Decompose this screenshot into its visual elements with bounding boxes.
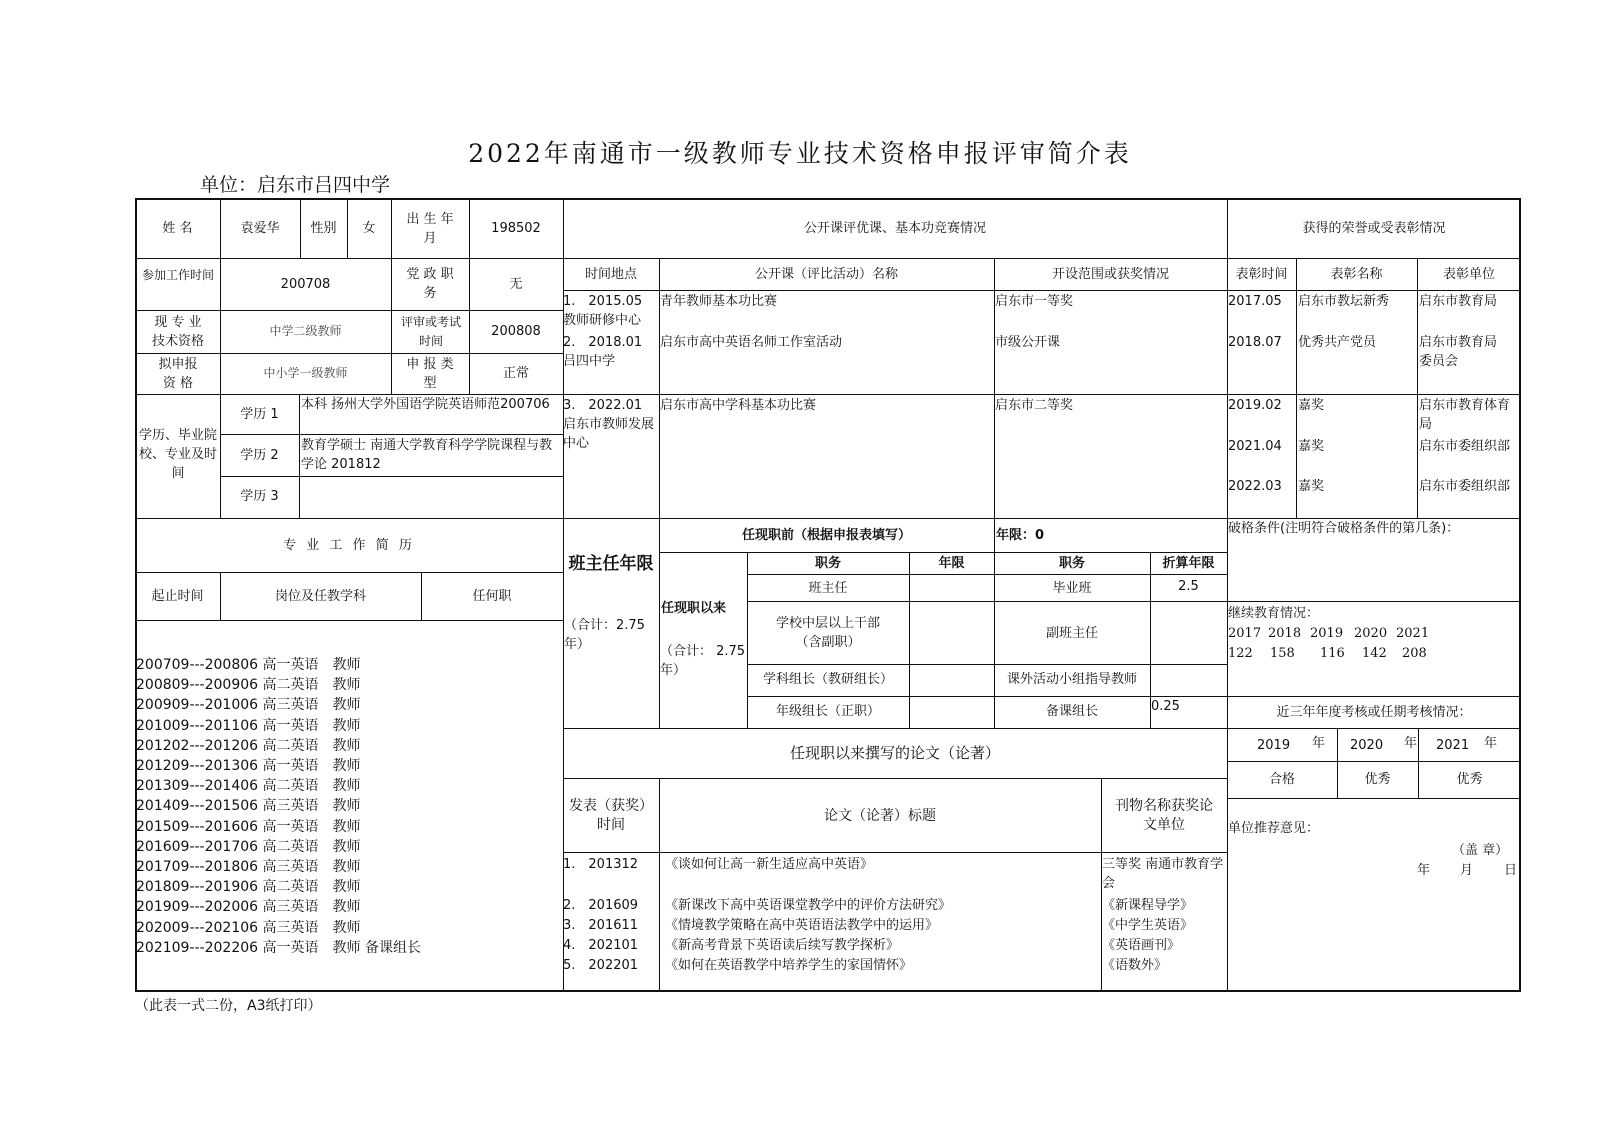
footer-note: （此表一式二份，A3纸打印） [135, 998, 322, 1014]
ht-row-1-role: 班主任 [808, 581, 848, 596]
ht-row-1-role2: 毕业班 [1052, 581, 1092, 596]
unit-label: 单位：启东市吕四中学 [200, 174, 391, 196]
resume-line: 200909---201006 高三英语 教师 [136, 697, 361, 714]
resume-line: 201209---201306 高一英语 教师 [136, 758, 361, 775]
assess-result-2020: 优秀 [1364, 772, 1391, 787]
education-label: 学历、毕业院校、专业及时间 [138, 428, 217, 481]
paper-2-time: 2. 201609 [563, 898, 639, 913]
education-2-value: 教育学硕士 南通大学教育科学学院课程与教学论 201812 [301, 438, 553, 472]
lesson-1-time: 1. 2015.05 教师研修中心 [563, 294, 643, 328]
papers-col-journal: 刊物名称获奖论文单位 [1115, 798, 1213, 833]
party-label: 党 政 职 务 [406, 267, 454, 301]
cont-hours: 122 [1228, 646, 1253, 661]
headteacher-title: 班主任年限 [568, 554, 654, 574]
apply-title-value: 中小学一级教师 [263, 366, 348, 380]
ht-col-role2: 职务 [1058, 556, 1085, 571]
seal-text: （盖 章） [1452, 843, 1509, 858]
lessons-col-result: 开设范围或获奖情况 [1051, 267, 1169, 282]
ht-col-converted: 折算年限 [1162, 556, 1215, 571]
honor-4-unit: 启东市委组织部 [1419, 439, 1511, 454]
honor-3-unit: 启东市教育体育局 [1419, 398, 1511, 432]
honor-1-unit: 启东市教育局 [1419, 294, 1498, 309]
page-title: 2022年南通市一级教师专业技术资格申报评审简介表 [468, 139, 1132, 168]
headteacher-since-total: （合计： 2.75年） [660, 644, 746, 678]
assess-year-2019: 2019 [1257, 738, 1291, 753]
paper-4-journal: 《英语画刊》 [1102, 938, 1181, 953]
honors-col-unit: 表彰单位 [1442, 267, 1495, 282]
ht-col-years: 年限 [938, 556, 965, 571]
ht-row-4-converted: 0.25 [1151, 699, 1180, 714]
resume-line: 201409---201506 高三英语 教师 [136, 798, 361, 815]
honor-2-time: 2018.07 [1228, 335, 1282, 350]
eval-time-value: 200808 [491, 324, 541, 339]
apply-type-label: 申 报 类 型 [406, 357, 454, 391]
birth-label: 出 生 年 月 [406, 212, 454, 246]
lesson-2-result: 市级公开课 [995, 335, 1061, 350]
education-1-label: 学历 1 [240, 407, 279, 422]
gender-label: 性别 [310, 221, 337, 236]
eval-time-label: 评审或考试时间 [400, 315, 461, 348]
honor-4-time: 2021.04 [1228, 439, 1282, 454]
paper-2-title: 《新课改下高中英语课堂教学中的评价方法研究》 [665, 898, 952, 913]
lesson-2-time: 2. 2018.01 吕四中学 [563, 335, 643, 369]
cont-hours: 116 [1320, 646, 1345, 661]
ht-row-3-role2: 课外活动小组指导教师 [1006, 672, 1137, 687]
honor-2-name: 优秀共产党员 [1298, 335, 1377, 350]
cont-edu-label: 继续教育情况： [1228, 606, 1320, 621]
paper-1-title: 《谈如何让高一新生适应高中英语》 [665, 857, 874, 872]
resume-line: 201709---201806 高三英语 教师 [136, 859, 361, 876]
resume-line: 201509---201606 高一英语 教师 [136, 818, 361, 835]
resume-line: 201309---201406 高二英语 教师 [136, 778, 361, 795]
lesson-3-name: 启东市高中学科基本功比赛 [660, 398, 817, 413]
assess-year-unit: 年 [1312, 736, 1326, 751]
paper-3-time: 3. 201611 [563, 918, 639, 933]
paper-3-title: 《情境教学策略在高中英语语法教学中的运用》 [665, 918, 939, 933]
paper-4-time: 4. 202101 [563, 938, 639, 953]
paper-5-time: 5. 202201 [563, 958, 639, 973]
cont-hours: 142 [1362, 646, 1387, 661]
resume-line: 202109---202206 高一英语 教师 备课组长 [136, 939, 421, 956]
education-3-label: 学历 3 [240, 489, 279, 504]
work-start-value: 200708 [280, 277, 331, 292]
honor-1-name: 启东市教坛新秀 [1298, 294, 1390, 309]
headteacher-before-label: 任现职前（根据申报表填写） [741, 528, 911, 543]
cont-hours: 208 [1402, 646, 1427, 661]
date-month: 月 [1460, 863, 1474, 878]
paper-1-journal: 三等奖 南通市教育学会 [1102, 857, 1224, 891]
recommend-label: 单位推荐意见： [1228, 821, 1320, 836]
cont-year: 2017 [1228, 626, 1262, 641]
paper-2-journal: 《新课程导学》 [1102, 898, 1194, 913]
assess-label: 近三年年度考核或任期考核情况： [1276, 705, 1472, 720]
date-day: 日 [1504, 863, 1518, 878]
paper-3-journal: 《中学生英语》 [1102, 918, 1194, 933]
honor-5-unit: 启东市委组织部 [1419, 479, 1511, 494]
papers-header: 任现职以来撰写的论文（论著） [789, 744, 1000, 762]
cont-year: 2019 [1310, 626, 1344, 641]
assess-result-2019: 合格 [1268, 772, 1295, 787]
resume-line: 201009---201106 高一英语 教师 [136, 717, 361, 734]
resume-line: 201609---201706 高二英语 教师 [136, 838, 361, 855]
resume-list [136, 655, 562, 958]
lesson-3-time: 3. 2022.01 启东市教师发展中心 [563, 398, 655, 451]
paper-1-time: 1. 201312 [563, 857, 639, 872]
lesson-3-result: 启东市二等奖 [995, 398, 1074, 413]
cont-year: 2020 [1354, 626, 1388, 641]
honors-header: 获得的荣誉或受表彰情况 [1302, 221, 1446, 236]
papers-col-title: 论文（论著）标题 [824, 808, 936, 824]
party-value: 无 [509, 277, 523, 292]
cont-year: 2018 [1268, 626, 1302, 641]
honors-col-name: 表彰名称 [1330, 267, 1383, 282]
resume-col-post: 岗位及任教学科 [274, 589, 366, 604]
ht-row-4-role2: 备课组长 [1045, 704, 1098, 719]
work-start-label: 参加工作时间 [141, 268, 214, 282]
assess-result-2021: 优秀 [1456, 772, 1483, 787]
cont-hours: 158 [1270, 646, 1295, 661]
headteacher-years-label: 年限：0 [996, 528, 1045, 543]
resume-line: 201809---201906 高二英语 教师 [136, 879, 361, 896]
resume-col-time: 起止时间 [151, 589, 204, 604]
education-2-label: 学历 2 [240, 448, 279, 463]
name-value: 袁爱华 [240, 221, 280, 236]
headteacher-since-label: 任现职以来 [661, 601, 727, 616]
name-label: 姓 名 [162, 221, 193, 236]
papers-col-time: 发表（获奖）时间 [569, 798, 653, 833]
paper-5-journal: 《语数外》 [1102, 958, 1168, 973]
honor-3-time: 2019.02 [1228, 398, 1282, 413]
cont-year: 2021 [1396, 626, 1430, 641]
honor-4-name: 嘉奖 [1298, 439, 1325, 454]
birth-value: 198502 [491, 221, 541, 236]
ht-row-3-role: 学科组长（教研组长） [762, 672, 893, 687]
paper-5-title: 《如何在英语教学中培养学生的家国情怀》 [665, 958, 913, 973]
current-title-label: 现 专 业 技术资格 [151, 315, 204, 349]
honors-col-time: 表彰时间 [1235, 267, 1288, 282]
lessons-col-time: 时间地点 [584, 267, 637, 282]
ht-row-2-role2: 副班主任 [1045, 626, 1098, 641]
resume-line: 202009---202106 高三英语 教师 [136, 919, 361, 936]
honor-3-name: 嘉奖 [1298, 398, 1325, 413]
lessons-header: 公开课评优课、基本功竞赛情况 [803, 221, 986, 236]
date-year: 年 [1417, 863, 1431, 878]
apply-title-label: 拟申报 资 格 [158, 357, 198, 391]
resume-line: 201909---202006 高三英语 教师 [136, 899, 361, 916]
honor-5-name: 嘉奖 [1298, 479, 1325, 494]
honor-5-time: 2022.03 [1228, 479, 1282, 494]
education-1-value: 本科 扬州大学外国语学院英语师范200706 [301, 397, 550, 412]
break-label: 破格条件(注明符合破格条件的第几条)： [1228, 521, 1460, 536]
assess-year-unit: 年 [1484, 736, 1498, 751]
resume-line: 201202---201206 高二英语 教师 [136, 737, 361, 754]
ht-row-2-role: 学校中层以上干部（含副职） [775, 616, 880, 650]
resume-line: 200809---200906 高二英语 教师 [136, 677, 361, 694]
assess-year-2020: 2020 [1350, 738, 1384, 753]
assess-year-unit: 年 [1404, 736, 1418, 751]
ht-col-role: 职务 [814, 556, 841, 571]
ht-row-4-role: 年级组长（正职） [775, 704, 880, 719]
assess-year-2021: 2021 [1436, 738, 1470, 753]
apply-type-value: 正常 [502, 366, 529, 381]
resume-line: 200709---200806 高一英语 教师 [136, 657, 361, 673]
lesson-1-result: 启东市一等奖 [995, 294, 1074, 309]
lessons-col-name: 公开课（评比活动）名称 [754, 267, 898, 282]
paper-4-title: 《新高考背景下英语读后续写教学探析》 [665, 938, 900, 953]
resume-header: 专 业 工 作 简 历 [283, 538, 415, 553]
ht-row-1-converted: 2.5 [1178, 579, 1199, 594]
headteacher-total: （合计：2.75年） [564, 618, 645, 652]
lesson-1-name: 青年教师基本功比赛 [660, 294, 778, 309]
gender-value: 女 [362, 221, 376, 236]
current-title-value: 中学二级教师 [269, 324, 342, 338]
honor-1-time: 2017.05 [1228, 294, 1282, 309]
honor-2-unit: 启东市教育局委员会 [1419, 335, 1498, 369]
resume-col-role: 任何职 [472, 589, 512, 604]
lesson-2-name: 启东市高中英语名师工作室活动 [660, 335, 843, 350]
